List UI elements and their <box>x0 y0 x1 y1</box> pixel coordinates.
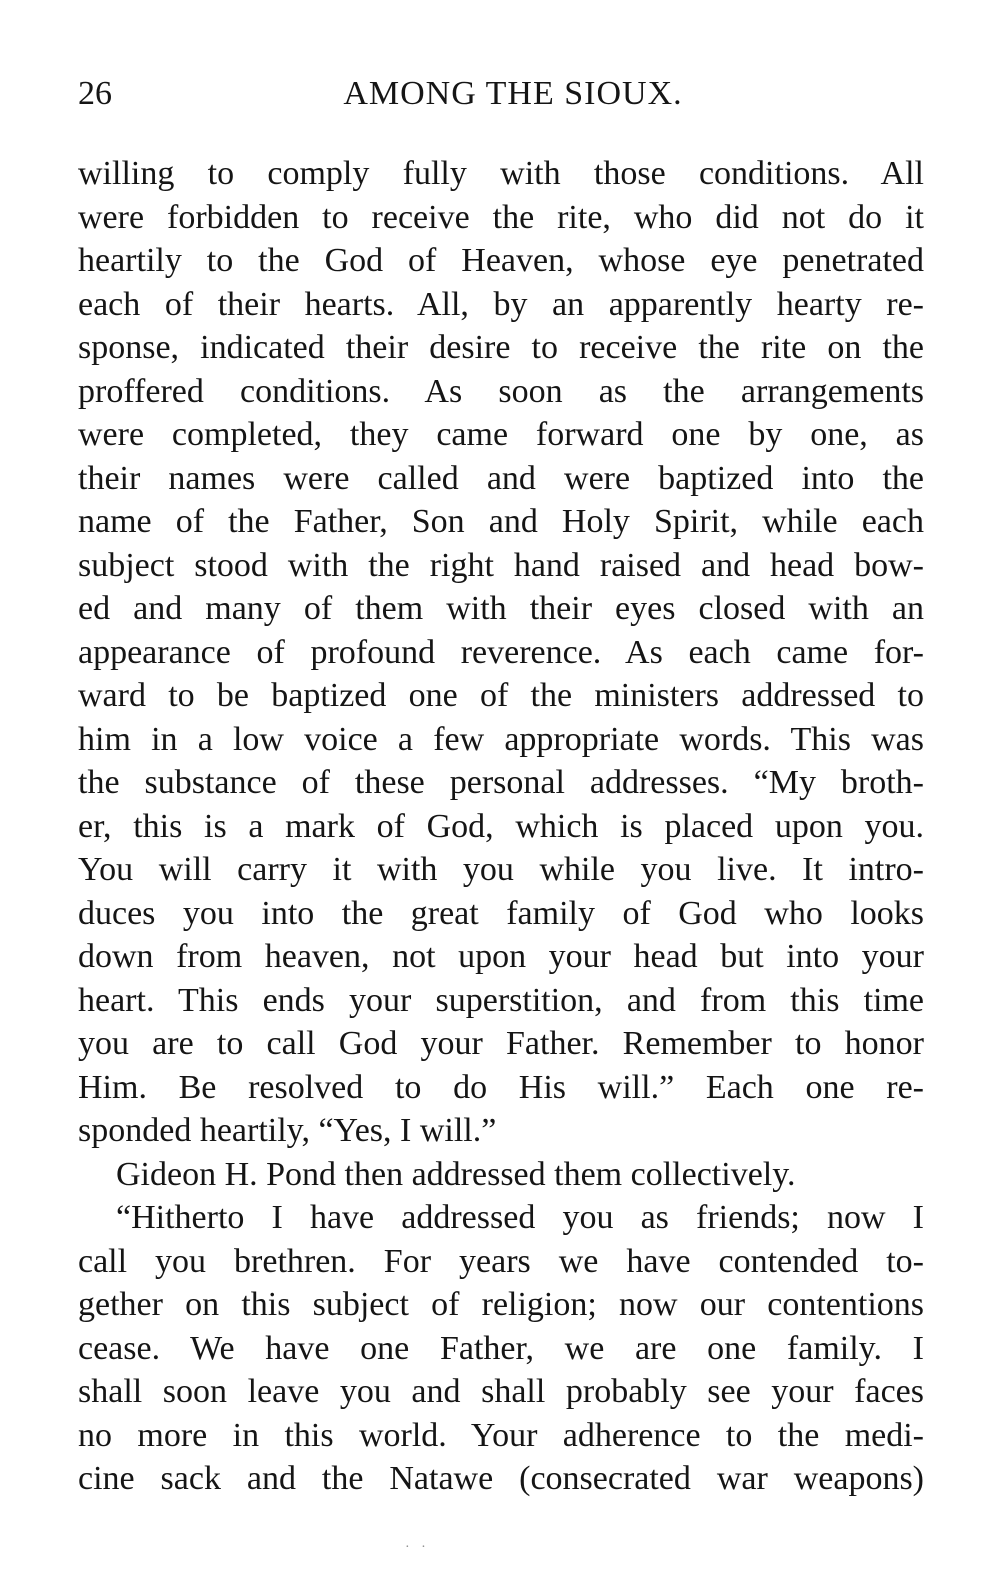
text-line: him in a low voice a few appropriate words. This was <box>78 720 924 758</box>
text-line: down from heaven, not upon your head but into your <box>78 938 924 975</box>
text-line: er, this is a mark of God, which is placed upon you. <box>78 807 924 845</box>
text-line: heartily to the God of Heaven, whose eye penetrated <box>78 242 924 279</box>
text-line: were forbidden to receive the rite, who did not do it <box>78 198 924 236</box>
text-line: each of their hearts. All, by an apparently hearty re- <box>78 285 924 323</box>
text-line: sponded heartily, “Yes, I will.” <box>78 1112 497 1149</box>
text-line: cine sack and the Natawe (consecrated war weapons) <box>78 1460 924 1497</box>
text-line: gether on this subject of religion; now our contentions <box>78 1286 924 1323</box>
text-line: willing to comply fully with those conditions. All <box>78 155 924 192</box>
text-line: sponse, indicated their desire to receive the rite on the <box>78 329 924 366</box>
text-line: Him. Be resolved to do His will.” Each one re- <box>78 1068 924 1106</box>
page-number: 26 <box>78 75 112 112</box>
text-line: subject stood with the right hand raised and head bow- <box>78 546 924 584</box>
text-line: no more in this world. Your adherence to the medi- <box>78 1416 924 1454</box>
paragraph-start-line: Gideon H. Pond then addressed them collectively. <box>116 1155 796 1193</box>
text-line: the substance of these personal addresses. “My broth- <box>78 764 924 801</box>
running-title: AMONG THE SIOUX. <box>343 75 683 112</box>
text-line: ed and many of them with their eyes closed with an <box>78 590 924 627</box>
page-header <box>78 72 928 122</box>
text-line: call you brethren. For years we have contended to- <box>78 1242 924 1280</box>
text-line: proffered conditions. As soon as the arrangements <box>78 372 924 410</box>
text-line: shall soon leave you and shall probably see your faces <box>78 1373 924 1410</box>
text-line: duces you into the great family of God who looks <box>78 894 924 932</box>
body-text <box>78 152 924 1501</box>
text-line: appearance of profound reverence. As each came for- <box>78 633 924 671</box>
text-line: their names were called and were baptized into the <box>78 459 924 497</box>
text-line: heart. This ends your superstition, and from this time <box>78 981 924 1019</box>
text-line: you are to call God your Father. Remember to honor <box>78 1025 924 1062</box>
paragraph-start-line: “Hitherto I have addressed you as friends; now I <box>116 1199 924 1236</box>
text-line: You will carry it with you while you live. It intro- <box>78 851 924 888</box>
text-line: name of the Father, Son and Holy Spirit, while each <box>78 503 924 540</box>
text-line: were completed, they came forward one by one, as <box>78 416 924 453</box>
print-specks: · · <box>405 1540 430 1555</box>
text-line: ward to be baptized one of the ministers addressed to <box>78 677 924 714</box>
text-line: cease. We have one Father, we are one family. I <box>78 1329 924 1367</box>
